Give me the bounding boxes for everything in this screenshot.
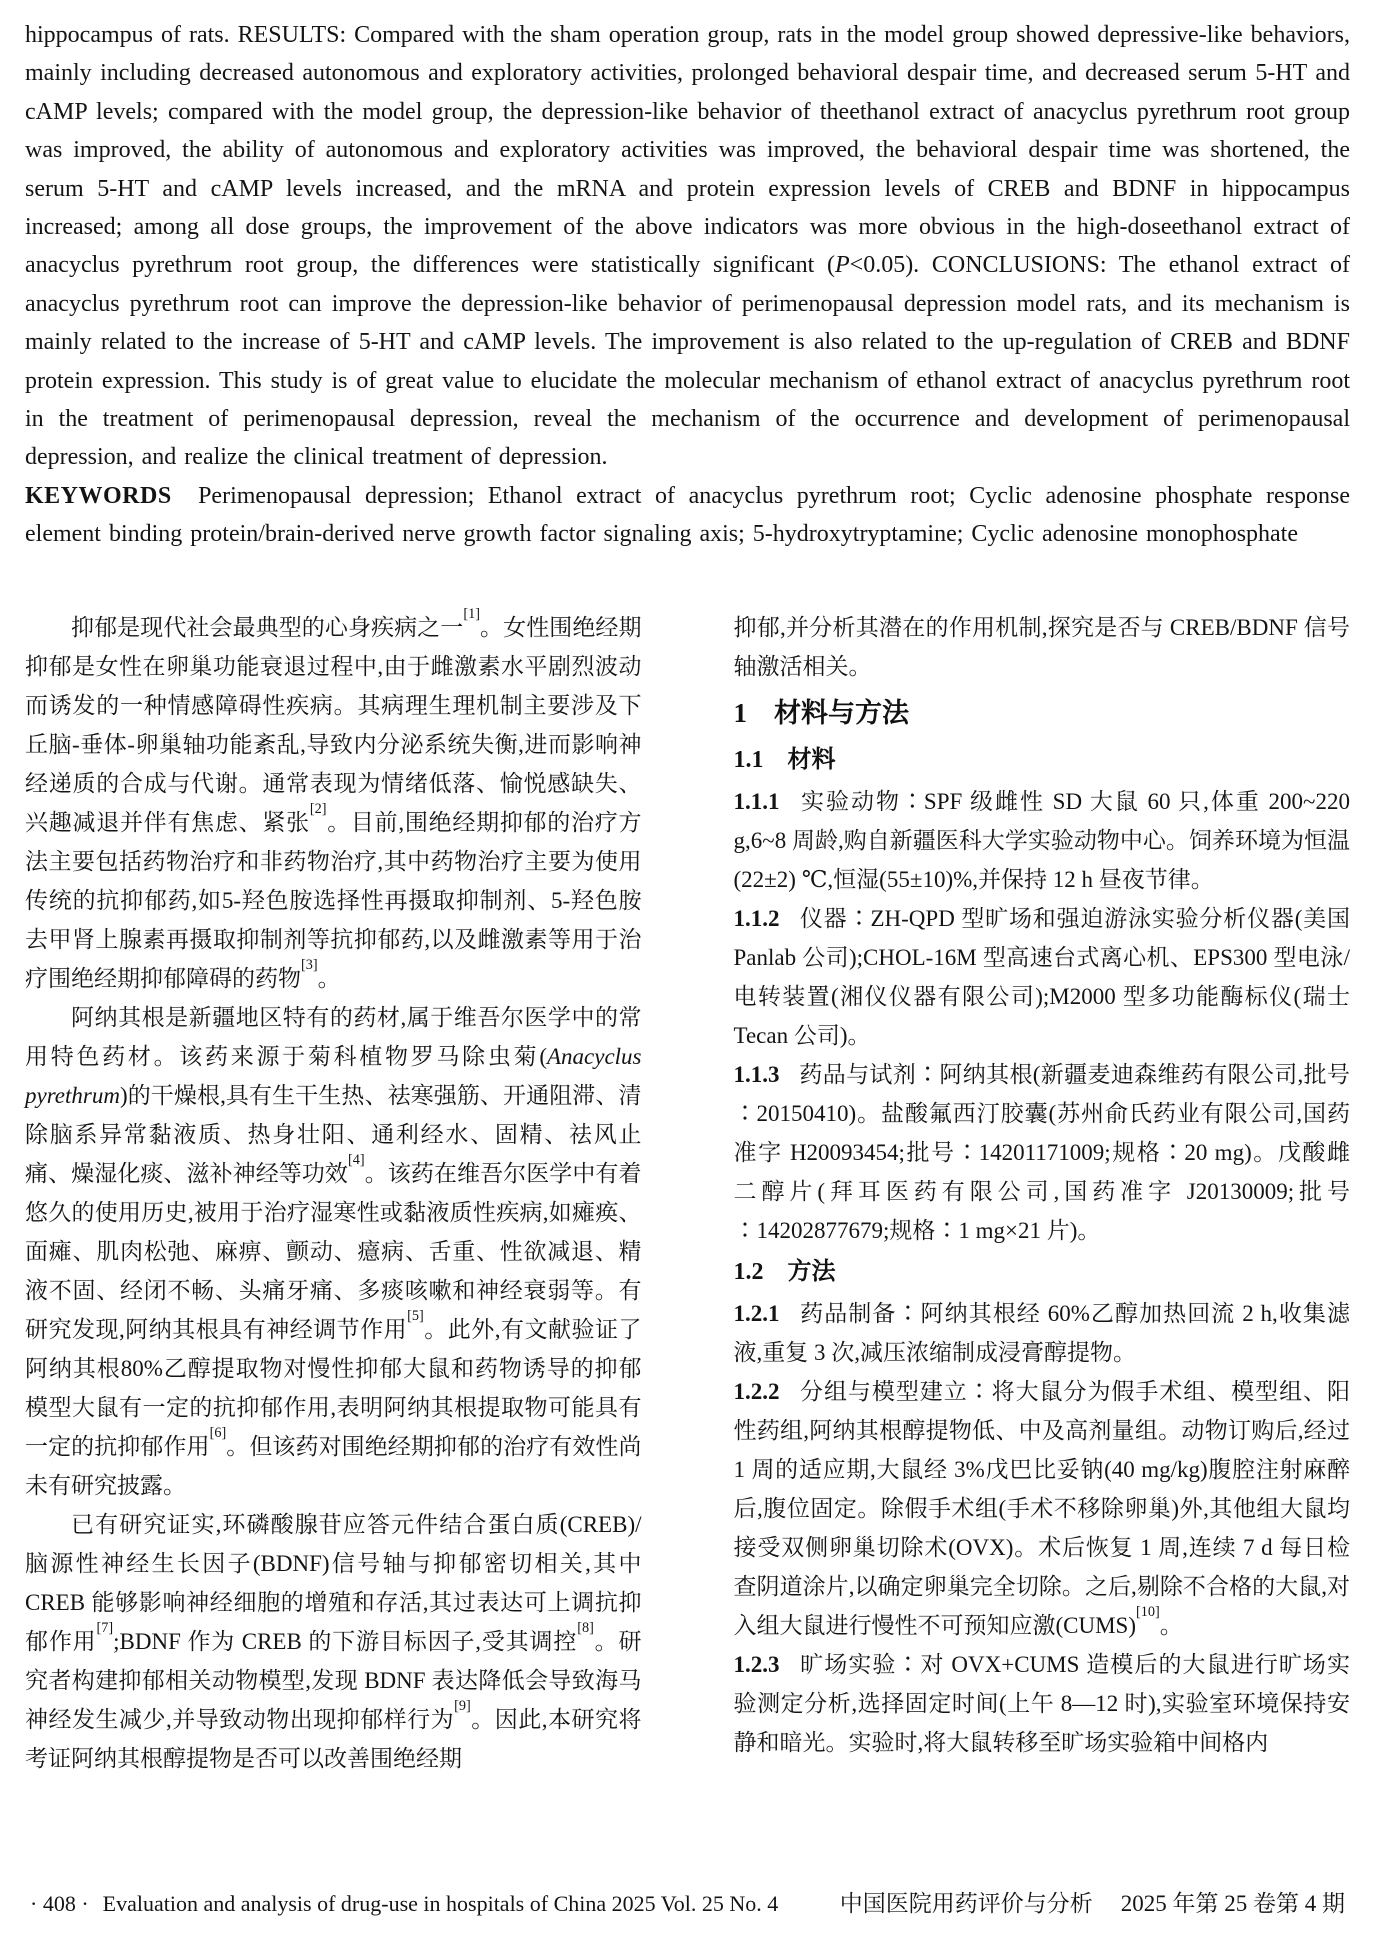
paragraph-text: 仪器∶ZH-QPD 型旷场和强迫游泳实验分析仪器(美国 Panlab 公司);CHOL-16M 型高速台式离心机、EPS300 型电泳/电转装置(湘仪仪器有限公司);M2000 型多功能酶标仪(瑞士 Tecan 公司)。 (733, 905, 1350, 1048)
paragraph-number: 1.1.1 (733, 788, 780, 814)
footer-left (30, 1891, 778, 1917)
paragraph-number: 1.1.3 (733, 1061, 780, 1087)
left-column (25, 608, 642, 1778)
paragraph-number: 1.1.2 (733, 905, 780, 931)
page-number: · 408 · (30, 1891, 89, 1916)
paragraph-text: 药品与试剂∶阿纳其根(新疆麦迪森维药有限公司,批号∶20150410)。盐酸氟西汀胶囊(苏州俞氏药业有限公司,国药准字 H20093454;批号∶14201171009;规格∶20 mg)。戊酸雌二醇片(拜耳医药有限公司,国药准字 J20130009;批号∶14202877679;规格∶1 mg×21 片)。 (733, 1061, 1350, 1243)
section-title: 材料 (787, 746, 836, 773)
section-number: 1 (733, 697, 747, 728)
page-footer (0, 1885, 1375, 1918)
paragraph-text: 实验动物∶SPF 级雌性 SD 大鼠 60 只,体重 200~220 g,6~8 周龄,购自新疆医科大学实验动物中心。饲养环境为恒温(22±2) ℃,恒湿(55±10)%,并保持 12 h 昼夜节律。 (733, 788, 1350, 892)
continuation-paragraph: 抑郁,并分析其潜在的作用机制,探究是否与 CREB/BDNF 信号轴激活相关。 (733, 614, 1350, 679)
intro-paragraph-3: 已有研究证实,环磷酸腺苷应答元件结合蛋白质(CREB)/脑源性神经生长因子(BDNF)信号轴与抑郁密切相关,其中 CREB 能够影响神经细胞的增殖和存活,其过表达可上调抗抑郁作用[7];BDNF 作为 CREB 的下游目标因子,受其调控[8]。研究者构建抑郁相关动物模型,发现 BDNF 表达降低会导致海马神经发生减少,并导致动物出现抑郁样行为[9]。因此,本研究将考证阿纳其根醇提物是否可以改善围绝经期 (25, 1511, 642, 1771)
paragraph-number: 1.2.1 (733, 1300, 780, 1326)
section-heading-1 (734, 690, 1351, 736)
section-heading-1-2 (734, 1251, 1351, 1293)
section-title: 方法 (787, 1258, 836, 1285)
paragraph-1-2-1 (734, 1294, 1351, 1372)
keywords-text: Perimenopausal depression; Ethanol extract of anacyclus pyrethrum root; Cyclic adenosine phosphate response element binding protein/brain-derived nerve growth factor signaling axis; 5-hydroxytryptamine; Cyclic adenosine monophosphate (25, 482, 1350, 548)
abstract-section (0, 0, 1375, 554)
footer-right (840, 1885, 1345, 1918)
paragraph-number: 1.2.2 (733, 1378, 780, 1404)
paragraph-number: 1.2.3 (733, 1651, 780, 1677)
paragraph-1-2-3 (734, 1645, 1351, 1762)
section-number: 1.1 (733, 746, 764, 773)
paragraph-text: 旷场实验∶对 OVX+CUMS 造模后的大鼠进行旷场实验测定分析,选择固定时间(上午 8—12 时),实验室环境保持安静和暗光。实验时,将大鼠转移至旷场实验箱中间格内 (733, 1651, 1350, 1755)
paragraph-text: 药品制备∶阿纳其根经 60%乙醇加热回流 2 h,收集滤液,重复 3 次,减压浓缩制成浸膏醇提物。 (733, 1300, 1350, 1365)
intro-paragraph-1: 抑郁是现代社会最典型的心身疾病之一[1]。女性围绝经期抑郁是女性在卵巢功能衰退过程中,由于雌激素水平剧烈波动而诱发的一种情感障碍性疾病。其病理生理机制主要涉及下丘脑-垂体-卵巢轴功能紊乱,导致内分泌系统失衡,进而影响神经递质的合成与代谢。通常表现为情绪低落、愉悦感缺失、兴趣减退并伴有焦虑、紧张[2]。目前,围绝经期抑郁的治疗方法主要包括药物治疗和非药物治疗,其中药物治疗主要为使用传统的抗抑郁药,如5-羟色胺选择性再摄取抑制剂、5-羟色胺去甲肾上腺素再摄取抑制剂等抗抑郁药,以及雌激素等用于治疗围绝经期抑郁障碍的药物[3]。 (25, 606, 642, 991)
section-number: 1.2 (733, 1258, 764, 1285)
issue-info: 2025 年第 25 卷第 4 期 (1120, 1891, 1345, 1916)
two-column-body (25, 608, 1350, 1778)
abstract-body: hippocampus of rats. RESULTS: Compared with the sham operation group, rats in the model group showed depressive-like behaviors, mainly including decreased autonomous and exploratory activities, prolonged behavioral despair time, and decreased serum 5-HT and cAMP levels; compared with the model group, the depression-like behavior of theethanol extract of anacyclus pyrethrum root group was improved, the ability of autonomous and exploratory activities was improved, the behavioral despair time was shortened, the serum 5-HT and cAMP levels increased, and the mRNA and protein expression levels of CREB and BDNF in hippocampus increased; among all dose groups, the improvement of the above indicators was more obvious in the high-doseethanol extract of anacyclus pyrethrum root group, the differences were statistically significant (P<0.05). CONCLUSIONS: The ethanol extract of anacyclus pyrethrum root can improve the depression-like behavior of perimenopausal depression model rats, and its mechanism is mainly related to the increase of 5-HT and cAMP levels. The improvement is also related to the up-regulation of CREB and BDNF protein expression. This study is of great value to elucidate the molecular mechanism of ethanol extract of anacyclus pyrethrum root in the treatment of perimenopausal depression, reveal the mechanism of the occurrence and development of perimenopausal depression, and realize the clinical treatment of depression. (25, 22, 1351, 471)
paragraph-1-2-2 (734, 1372, 1351, 1645)
journal-title-en: Evaluation and analysis of drug-use in hospitals of China 2025 Vol. 25 No. 4 (102, 1891, 779, 1916)
intro-paragraph-2: 阿纳其根是新疆地区特有的药材,属于维吾尔医学中的常用特色药材。该药来源于菊科植物罗马除虫菊(Anacyclus pyrethrum)的干燥根,具有生干生热、祛寒强筋、开通阻滞、清除脑系异常黏液质、热身壮阳、通利经水、固精、祛风止痛、燥湿化痰、滋补神经等功效[4]。该药在维吾尔医学中有着悠久的使用历史,被用于治疗湿寒性或黏液质性疾病,如瘫痪、面瘫、肌肉松弛、麻痹、颤动、癔病、舌重、性欲减退、精液不固、经闭不畅、头痛牙痛、多痰咳嗽和神经衰弱等。有研究发现,阿纳其根具有神经调节作用[5]。此外,有文献验证了阿纳其根80%乙醇提取物对慢性抑郁大鼠和药物诱导的抑郁模型大鼠有一定的抗抑郁作用,表明阿纳其根提取物可能具有一定的抗抑郁作用[6]。但该药对围绝经期抑郁的治疗有效性尚未有研究披露。 (25, 1004, 642, 1498)
paragraph-text: 分组与模型建立∶将大鼠分为假手术组、模型组、阳性药组,阿纳其根醇提物低、中及高剂量组。动物订购后,经过 1 周的适应期,大鼠经 3%戊巴比妥钠(40 mg/kg)腹腔注射麻醉后,腹位固定。除假手术组(手术不移除卵巢)外,其他组大鼠均接受双侧卵巢切除术(OVX)。术后恢复 1 周,连续 7 d 每日检查阴道涂片,以确定卵巢完全切除。之后,剔除不合格的大鼠,对入组大鼠进行慢性不可预知应激(CUMS)[10]。 (733, 1378, 1350, 1638)
section-title: 材料与方法 (774, 697, 909, 728)
keywords-paragraph (25, 477, 1350, 554)
section-heading-1-1 (734, 739, 1351, 781)
paragraph-1-1-1 (734, 782, 1351, 899)
journal-title-cn: 中国医院用药评价与分析 (839, 1891, 1093, 1916)
paragraph-1-1-3 (734, 1055, 1351, 1250)
keywords-label: KEYWORDS (25, 482, 172, 509)
right-column (734, 608, 1351, 1778)
paragraph-1-1-2 (734, 899, 1351, 1055)
